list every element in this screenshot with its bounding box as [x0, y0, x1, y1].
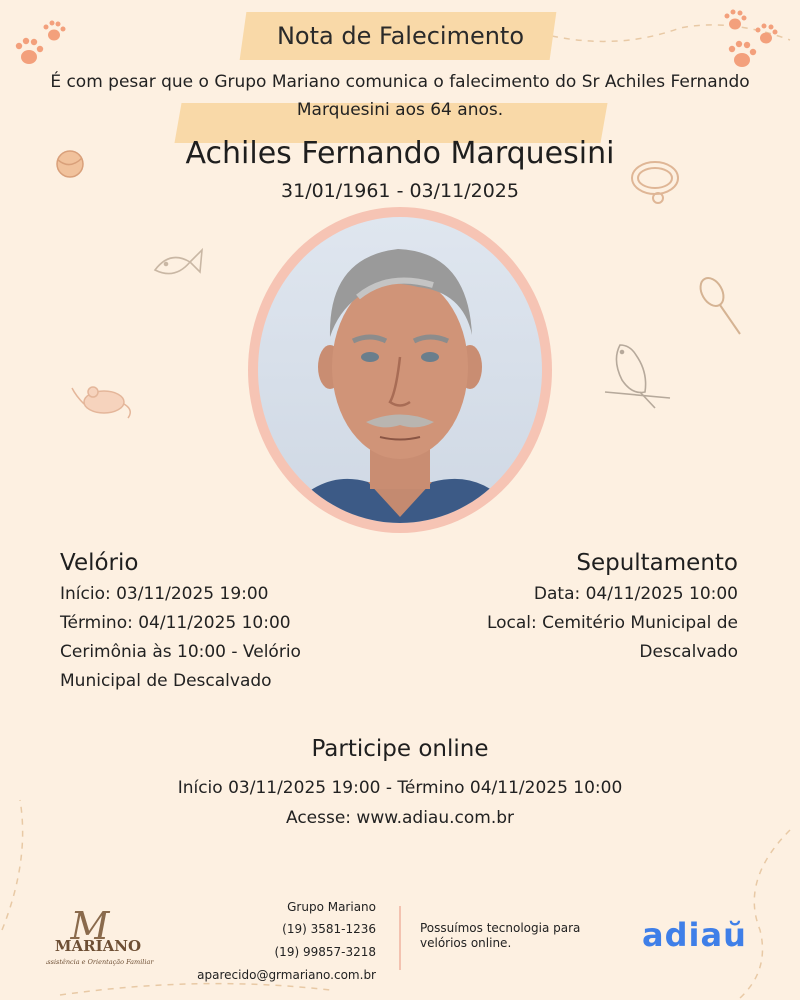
intro-line: É com pesar que o Grupo Mariano comunica o falecimento do Sr Achiles Fernando [50, 72, 750, 92]
bird-icon [605, 345, 670, 408]
footer-phone[interactable]: (19) 99857-3218 [274, 945, 376, 959]
velorio-start: Início: 03/11/2025 19:00 [60, 584, 269, 604]
velorio-location: Municipal de Descalvado [60, 671, 272, 691]
online-period: Início 03/11/2025 19:00 - Término 04/11/2025 10:00 [177, 778, 623, 798]
portrait-illustration [258, 217, 542, 523]
paw-icon [44, 21, 66, 41]
brush-icon [696, 274, 740, 334]
footer-divider [399, 906, 401, 970]
dashed-trail [60, 984, 330, 995]
life-dates: 31/01/1961 - 03/11/2025 [281, 180, 519, 202]
velorio-ceremony: Cerimônia às 10:00 - Velório [60, 642, 301, 662]
svg-text:M: M [70, 904, 110, 948]
online-access-link[interactable]: Acesse: www.adiau.com.br [285, 808, 514, 828]
online-title: Participe online [311, 736, 489, 762]
velorio-end: Término: 04/11/2025 10:00 [60, 613, 291, 633]
intro-line: Marquesini aos 64 anos. [296, 100, 504, 120]
footer-phone[interactable]: (19) 3581-1236 [282, 922, 376, 936]
deceased-name: Achiles Fernando Marquesini [185, 136, 615, 171]
sepultamento-location-cont: Descalvado [639, 642, 738, 662]
footer-tech-text: Possuímos tecnologia para velórios online. [420, 921, 581, 950]
footer-company: Grupo Mariano [287, 900, 376, 914]
mouse-toy-icon [72, 387, 130, 418]
paw-icon [729, 41, 756, 67]
svg-text:MARIANO: MARIANO [54, 937, 142, 955]
sepultamento-date: Data: 04/11/2025 10:00 [533, 584, 738, 604]
paw-icon [725, 10, 747, 30]
fish-icon [155, 250, 202, 274]
sepultamento-title: Sepultamento [576, 550, 738, 576]
paw-icon [16, 38, 43, 64]
adiau-logo[interactable]: adiaŭ [642, 916, 747, 954]
dashed-trail [740, 830, 790, 998]
intro-text [10, 68, 790, 124]
mariano-logo [46, 903, 156, 973]
velorio-title: Velório [60, 550, 139, 576]
page-title: Nota de Falecimento [276, 22, 525, 50]
paw-icon [756, 24, 778, 44]
footer-email[interactable]: aparecido@grmariano.com.br [197, 968, 376, 982]
sepultamento-location: Local: Cemitério Municipal de [486, 613, 738, 633]
svg-text:Assistência e Orientação Famil: Assistência e Orientação Familiar [46, 958, 154, 966]
dashed-trail [552, 25, 790, 42]
deceased-photo [258, 217, 542, 523]
